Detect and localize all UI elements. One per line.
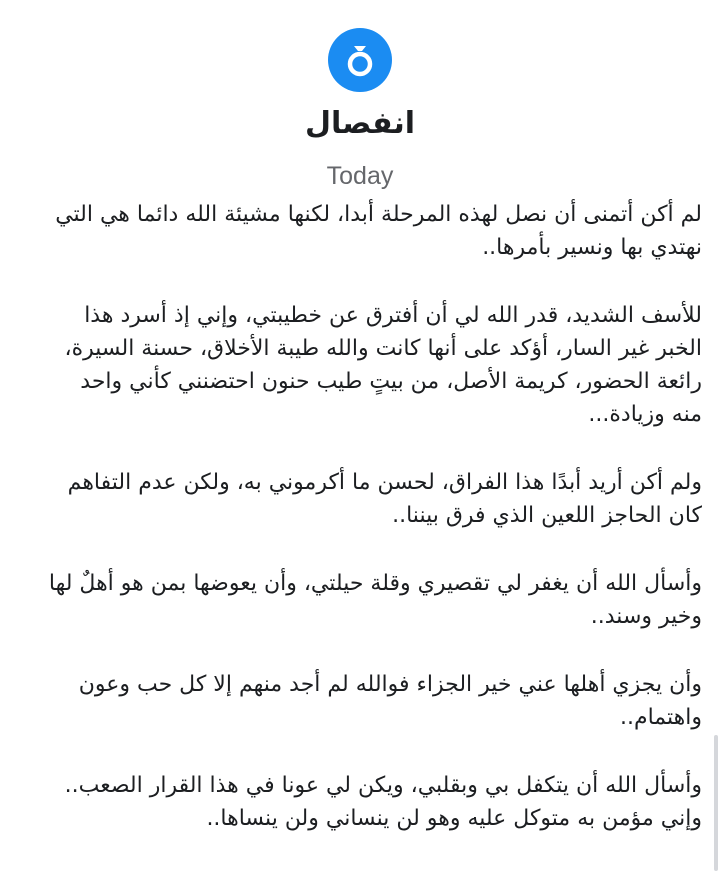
life-event-header [0,0,720,200]
post-text [44,198,702,870]
scrollbar[interactable] [714,735,718,871]
post-paragraph: وأسأل الله أن يغفر لي تقصيري وقلة حيلتي، وأن يعوضها بمن هو أهلٌ لها وخير وسند.. [48,571,702,629]
post-paragraph: وأسأل الله أن يتكفل بي وبقلبي، ويكن لي عونا في هذا القرار الصعب.. وإني مؤمن به متوكل عليه وهو لن ينساني ولن ينساها.. [64,773,702,831]
event-date: Today [326,162,394,190]
post-paragraph: وأن يجزي أهلها عني خير الجزاء فوالله لم أجد منهم إلا كل حب وعون واهتمام.. [78,672,702,730]
post-paragraph: للأسف الشديد، قدر الله لي أن أفترق عن خطيبتي، وإني إذ أسرد هذا الخبر غير السار، أؤكد على أنها كانت والله طيبة الأخلاق، حسنة السيرة، رائعة الحضور، كريمة الأصل، من بيتٍ طيب حنون احتضنني كأني واحد منه وزيادة... [64,303,702,427]
engagement-ring-icon [328,28,392,92]
post-paragraph: لم أكن أتمنى أن نصل لهذه المرحلة أبدا، لكنها مشيئة الله دائما هي التي نهتدي بها ونسير بأمرها.. [55,202,702,260]
event-title: انفصال [305,106,415,141]
post-paragraph: ولم أكن أريد أبدًا هذا الفراق، لحسن ما أكرموني به، ولكن عدم التفاهم كان الحاجز اللعين الذي فرق بيننا.. [67,470,702,528]
ring-icon [340,40,380,80]
